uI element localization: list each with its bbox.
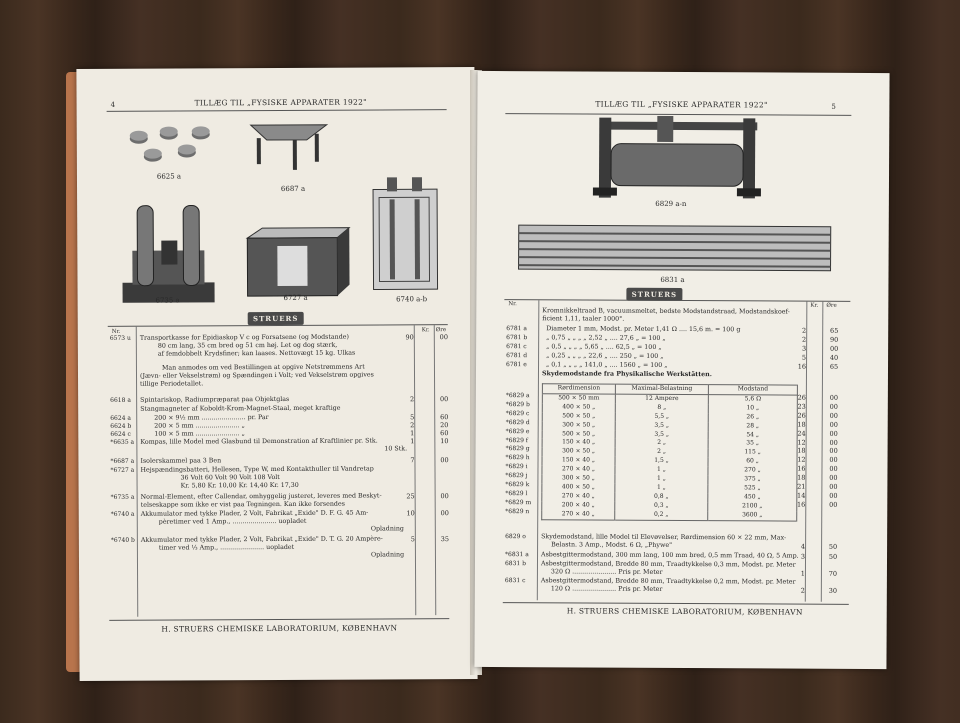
table-header-cell: Modstand (708, 385, 797, 395)
item-description-line: 200 × 9½ mm ...................... pr. Par (154, 414, 269, 422)
item-description-line: Man anmodes om ved Bestillingen at opgive Netstrømmens Art (161, 363, 365, 372)
table-cell: 300 × 50 „ (542, 421, 615, 430)
table-cell: 500 × 50 „ (542, 430, 615, 439)
kromnikkel-intro-line: ficient 1,11, taaler 1000°. (542, 315, 625, 323)
price-kr: 90 (405, 333, 414, 342)
price-ore: 10 (440, 437, 449, 446)
table-row (542, 510, 797, 521)
price-ore: 00 (440, 456, 449, 465)
price-kr: 16 (796, 500, 806, 509)
item-description-line: 100 × 5 mm ...................... „ (154, 430, 245, 438)
price-ore: 65 (830, 326, 839, 335)
price-kr: 3 (801, 344, 807, 353)
table-cell: 10 „ (708, 404, 797, 413)
item-number: *6740 b (110, 536, 135, 544)
item-description-line: Kompas, lille Model med Glasbund til Demonstration af Kraftlinier pr. Stk. (140, 437, 378, 446)
item-description-line: 120 Ω ...................... Pris pr. Meter (550, 585, 663, 593)
item-description-line: 36 Volt 60 Volt 90 Volt 108 Volt (180, 473, 280, 482)
price-ore: 00 (829, 420, 838, 429)
resistor-illustrations (506, 115, 857, 277)
price-kr: 14 (797, 491, 806, 500)
item-number: 6781 a (506, 325, 527, 333)
item-number: *6829 e (505, 427, 530, 435)
table-cell: 2100 „ (708, 502, 797, 511)
item-description-line: „ 0,1 „ „ „ „ 141,0 „ .... 1560 „ = 100 „ (546, 361, 668, 369)
price-kr: 2 (409, 395, 415, 404)
table-cell: 28 „ (708, 422, 797, 431)
item-description-line: Stangmagneter af Koboldt-Krom-Magnet-Staal, meget kraftige (140, 404, 341, 413)
column-divider (414, 325, 417, 615)
table-header-cell: Rørdimension (542, 384, 615, 394)
item-number: *6829 g (505, 445, 530, 453)
item-number: *6829 b (505, 400, 530, 409)
price-kr: 24 (797, 429, 806, 438)
battery-box-illustration (247, 228, 349, 297)
item-number: *6727 a (110, 466, 135, 474)
item-number: 6781 e (506, 361, 527, 369)
item-description-line: Asbestgittermodstand, Bredde 80 mm, Traadtykkelse 0,3 mm, Modst. pr. Meter (540, 560, 796, 569)
price-kr: 12 (797, 438, 806, 447)
table-cell: 200 × 40 „ (542, 501, 615, 510)
item-number: 6831 c (504, 577, 526, 585)
item-number: *6687 a (110, 457, 135, 465)
item-number: 6781 b (506, 334, 528, 342)
price-ore: 20 (440, 421, 449, 430)
item-description-line: Transportkasse for Epidiaskop V c og Forsatsene (og Modstande) (139, 333, 349, 342)
table-cell: 26 „ (708, 413, 797, 422)
price-kr: 16 (797, 464, 806, 473)
item-description-line: Akkumulator med tykke Plader, 2 Volt, Fabrikat „Exide" D. T. G. 20 Ampère- (140, 535, 383, 544)
table-cell: 3600 „ (708, 511, 797, 521)
price-ore: 00 (829, 411, 838, 420)
item-description-line: Skydemodstand, lille Model til Elevøvelser, Rørdimension 60 × 22 mm, Max- (541, 533, 787, 542)
table-cell: 300 × 50 „ (542, 448, 615, 457)
table-top-rule (108, 324, 448, 327)
table-header-cell: Maximal-Belastning (615, 384, 708, 394)
price-kr: 23 (797, 402, 806, 411)
item-description-line: 320 Ω ...................... Pris pr. Meter (550, 568, 663, 576)
table-cell: 1 „ (615, 475, 708, 484)
price-kr: 1 (800, 569, 805, 578)
item-number: *6635 a (110, 438, 135, 446)
item-description-line: Asbestgittermodstand, 300 mm lang, 100 mm bred, 0,5 mm Traad, 40 Ω, 5 Amp. (541, 551, 799, 560)
price-kr: 3 (800, 552, 806, 561)
table-cell: 0,8 „ (615, 493, 708, 502)
item-description-line: 10 Stk. (384, 445, 408, 453)
caption: 6735 a (155, 296, 180, 305)
price-kr: 18 (797, 420, 806, 429)
item-number: *6831 a (505, 551, 529, 559)
price-kr: 16 (797, 362, 807, 371)
table-cell: 115 „ (708, 448, 797, 457)
insulating-stool-illustration (251, 125, 327, 170)
item-description-line: „ 0,75 „ „ „ „ 2,52 „ .... 27,6 „ = 100 „ (546, 334, 666, 342)
caption: 6829 a-n (655, 199, 687, 209)
caption: 6831 a (660, 275, 685, 285)
price-ore: 00 (439, 333, 448, 342)
price-ore: 60 (440, 413, 449, 422)
item-number: 6781 d (506, 352, 528, 360)
price-kr: 1 (410, 437, 415, 446)
table-cell: 150 × 40 „ (542, 439, 615, 448)
item-number: *6829 c (505, 409, 530, 417)
table-cell: 1 „ (615, 484, 708, 493)
price-ore: 35 (440, 535, 450, 544)
table-cell: 3,5 „ (615, 430, 708, 439)
table-cell: 0,2 „ (615, 510, 708, 520)
table-cell: 300 × 50 „ (542, 474, 615, 483)
asbestos-grid-resistor-illustration (519, 225, 831, 271)
page-footer: H. STRUERS CHEMISKE LABORATORIUM, KØBENHAVN (161, 623, 398, 634)
caption: 6740 a-b (396, 295, 428, 304)
column-divider (434, 325, 437, 615)
table-cell: 1 „ (615, 466, 708, 475)
price-ore: 00 (829, 473, 838, 482)
table-cell: 3,5 „ (615, 421, 708, 430)
price-kr: 7 (410, 456, 415, 465)
price-kr: 5 (410, 535, 415, 544)
right-page (474, 71, 889, 669)
item-description-line: 80 cm lang, 35 cm bred og 51 cm høj. Let og dog stærk, (157, 341, 338, 350)
item-description-line: Kr. 5,80 Kr. 10,00 Kr. 14,40 Kr. 17,30 (180, 481, 299, 490)
table-cell: 35 „ (708, 440, 797, 449)
item-description-line: Normal-Element, efter Callendar, omhyggelig justeret, leveres med Beskyt- (140, 492, 382, 501)
product-illustrations (117, 119, 458, 311)
price-ore: 00 (440, 509, 449, 518)
item-number: *6829 k (505, 481, 530, 489)
item-description-line: Opladning (370, 551, 405, 559)
column-header-nr: Nr. (111, 328, 121, 335)
table-cell: 12 Ampere (615, 394, 708, 404)
table-cell: 450 „ (708, 493, 797, 502)
table-cell: 5,6 Ω (708, 395, 797, 405)
header-rule (107, 109, 447, 112)
item-number: 6618 a (110, 396, 131, 404)
item-number: *6829 d (505, 418, 530, 426)
item-description-line: af femdobbelt Krydsfiner; kan laases. Nettovægt 15 kg. Ulkas (157, 349, 356, 358)
disc-magnets-illustration (130, 126, 210, 161)
price-kr: 18 (797, 446, 806, 456)
item-number: 6624 a (110, 414, 132, 422)
item-description-line: Diameter 1 mm, Modst. pr. Meter 1,41 Ω .... 15,6 m. = 100 g (546, 325, 741, 334)
price-ore: 00 (829, 491, 838, 500)
caption: 6625 a (156, 172, 182, 181)
page-header: TILLÆG TIL „FYSISKE APPARATER 1922" (194, 97, 367, 108)
price-ore: 00 (829, 344, 839, 353)
item-number: 6831 b (504, 560, 527, 568)
price-ore: 50 (828, 552, 838, 561)
column-header-nr: Nr. (508, 301, 517, 308)
struers-logo: STRUERS (626, 288, 682, 301)
table-cell: 1,5 „ (615, 457, 708, 466)
item-description-line: Spintariskop, Radiumpræparat paa Objektglas (140, 395, 290, 404)
page-header: TILLÆG TIL „FYSISKE APPARATER 1922" (595, 99, 768, 110)
resistor-data-table (541, 383, 798, 521)
table-cell: 375 „ (708, 475, 797, 484)
item-number: *6829 h (505, 454, 530, 462)
table-cell: 400 × 50 „ (542, 483, 615, 492)
item-number: *6829 a (505, 392, 530, 400)
item-number: *6829 n (505, 507, 530, 515)
price-kr: 2 (800, 586, 805, 595)
price-kr: 26 (797, 393, 806, 402)
price-kr: 10 (406, 509, 415, 518)
table-cell: 5,5 „ (615, 412, 708, 421)
price-ore: 00 (829, 393, 839, 402)
item-number: 6573 u (109, 334, 131, 342)
item-number: 6829 o (505, 533, 526, 541)
price-kr: 4 (800, 542, 806, 551)
table-cell: 500 × 50 mm (542, 394, 615, 404)
table-cell: 150 × 40 „ (542, 457, 615, 466)
item-description-line: Akkumulator med tykke Plader, 2 Volt, Fabrikat „Exide" D. F. G. 45 Am- (140, 509, 369, 518)
footer-rule (503, 602, 849, 605)
price-kr: 2 (801, 335, 807, 344)
item-number: 6624 c (110, 430, 131, 438)
item-number: *6829 l (505, 489, 528, 498)
struers-logo: STRUERS (248, 312, 304, 325)
price-ore: 60 (440, 429, 449, 438)
table-cell: 270 × 40 „ (542, 465, 615, 474)
price-kr: 12 (797, 455, 806, 464)
price-ore: 00 (829, 500, 838, 509)
item-number: 6781 c (506, 343, 527, 351)
price-ore: 00 (829, 447, 838, 456)
price-ore: 00 (440, 492, 449, 501)
price-ore: 00 (439, 395, 449, 404)
table-cell: 270 „ (708, 466, 797, 475)
page-footer: H. STRUERS CHEMISKE LABORATORIUM, KØBENHAVN (566, 606, 803, 617)
price-ore: 00 (829, 402, 838, 411)
item-description-line: Belastn. 3 Amp., Modst. 6 Ω, „Phywe" (551, 541, 673, 549)
price-ore: 30 (828, 586, 838, 595)
column-divider (537, 300, 540, 600)
item-description-line: telseskappe som ikke er vist paa Tegningen. Kan ikke forsendes (140, 500, 345, 509)
price-ore: 00 (829, 438, 838, 447)
item-description-line: Asbestgittermodstand, Bredde 80 mm, Traadtykkelse 0,2 mm, Modst. pr. Meter (540, 577, 796, 586)
column-header-kr: Kr. (810, 302, 819, 309)
item-number: *6829 i (505, 463, 528, 471)
item-description-line: „ 0,25 „ „ „ „ 22,6 „ .... 250 „ = 100 „ (546, 352, 664, 360)
section-title: Skydemodstande fra Physikalische Werkstätten. (541, 370, 712, 379)
price-kr: 25 (406, 492, 415, 501)
item-number: *6829 m (505, 498, 532, 507)
column-header-kr: Kr. (421, 327, 430, 334)
table-cell: 2 „ (615, 448, 708, 457)
item-description-line: Hejspændingsbatteri, Hellesen, Type W, med Kontakthuller til Vandretap (140, 465, 374, 474)
table-cell: 525 „ (708, 484, 797, 493)
table-cell: 8 „ (615, 403, 708, 412)
price-kr: 21 (797, 482, 806, 491)
price-ore: 90 (829, 335, 839, 344)
price-ore: 00 (829, 464, 838, 474)
page-number: 5 (831, 102, 836, 111)
table-cell: 54 „ (708, 431, 797, 440)
item-number: *6735 a (110, 493, 135, 501)
caption: 6687 a (280, 184, 306, 193)
table-cell: 400 × 50 „ (542, 403, 615, 412)
item-number: *6829 j (505, 472, 528, 480)
accumulator-illustration (373, 177, 438, 289)
price-ore: 00 (829, 482, 838, 491)
price-ore: 40 (829, 353, 839, 362)
page-number: 4 (110, 100, 116, 109)
price-kr: 5 (801, 353, 807, 362)
price-ore: 00 (829, 429, 838, 438)
price-kr: 18 (797, 473, 806, 482)
column-divider (136, 327, 139, 617)
price-kr: 26 (797, 411, 806, 420)
column-header-ore: Øre (435, 327, 447, 334)
left-page (76, 67, 477, 681)
item-description-line: (Jævn- eller Vekselstrøm) og Spændingen i Volt; ved Vekselstrøm opgives (139, 371, 374, 380)
item-description-line: Opladning (370, 525, 404, 533)
price-ore: 00 (829, 456, 838, 465)
kromnikkel-intro-line: Kromnikkeltraad B, vacuumsmeltet, bedste Modstandstraad, Modstandskoef- (542, 307, 790, 316)
column-divider (821, 302, 824, 602)
table-cell: 270 × 40 „ (542, 510, 615, 520)
table-cell: 2 „ (615, 439, 708, 448)
caption: 6727 a (283, 293, 308, 302)
price-ore: 50 (828, 542, 838, 551)
item-description-line: pèretimer ved 1 Amp., ...................... uopladet (158, 517, 307, 526)
normal-element-illustration (122, 205, 215, 305)
table-cell: 60 „ (708, 457, 797, 466)
price-ore: 70 (828, 569, 838, 578)
table-cell: 500 × 50 „ (542, 412, 615, 421)
table-cell: 0,3 „ (615, 501, 708, 510)
table-top-rule (504, 299, 850, 302)
price-kr: 2 (410, 421, 415, 430)
price-kr: 2 (802, 326, 807, 335)
table-cell: 270 × 40 „ (542, 492, 615, 501)
price-kr: 1 (410, 429, 415, 438)
item-number: *6740 a (110, 510, 135, 518)
item-number: 6624 b (110, 422, 132, 430)
footer-rule (109, 618, 449, 621)
item-description-line: timer ved ⅓ Amp., ...................... uopladet (158, 543, 295, 552)
price-kr: 5 (410, 413, 415, 422)
item-description-line: „ 0,5 „ „ „ „ 5,65 „ .... 62,5 „ = 100 „ (546, 343, 662, 351)
item-description-line: 200 × 5 mm ...................... „ (154, 422, 245, 430)
item-description-line: Isolerskammel paa 3 Ben (140, 457, 222, 465)
price-ore: 65 (829, 362, 839, 371)
column-header-ore: Øre (826, 302, 837, 309)
item-number: *6829 f (505, 436, 529, 444)
sliding-rheostat-illustration (593, 116, 761, 199)
item-description-line: tillige Periodetallet. (140, 380, 204, 388)
